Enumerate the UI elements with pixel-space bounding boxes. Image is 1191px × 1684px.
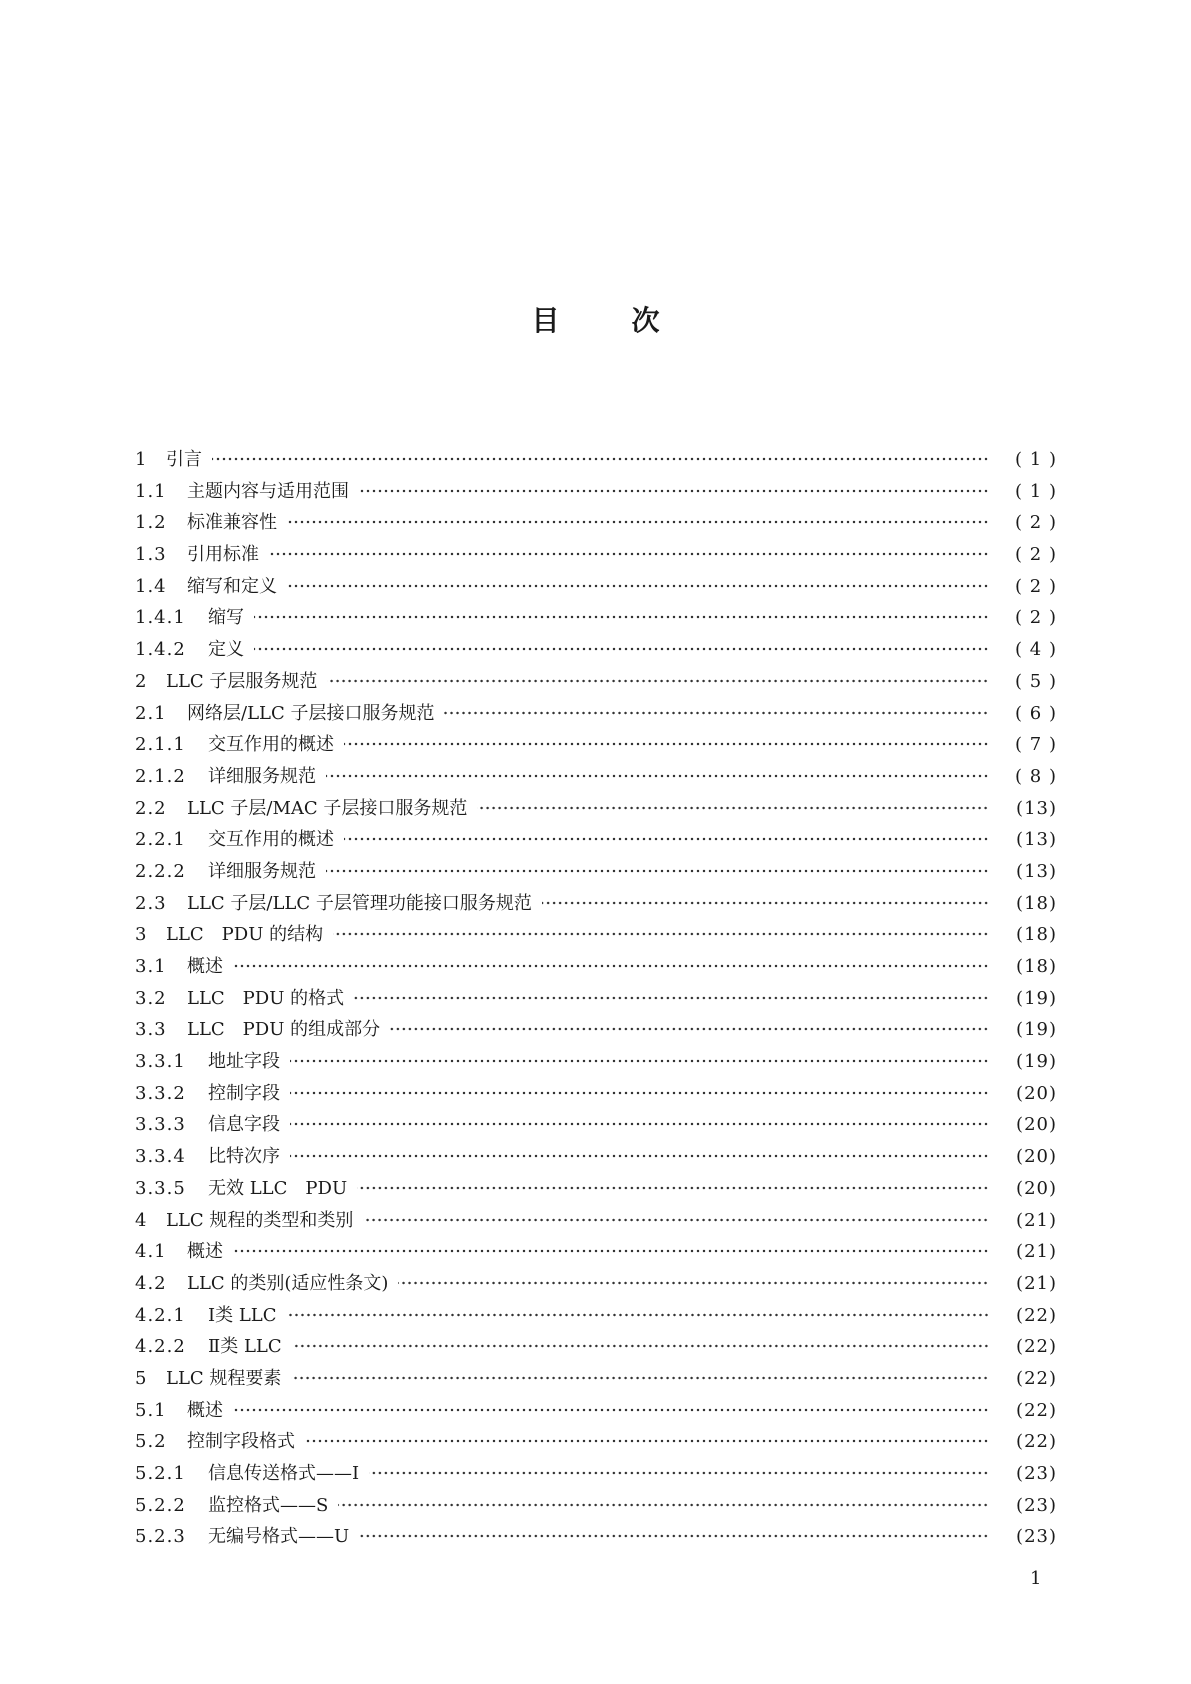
toc-entry-title: LLC PDU 的格式 xyxy=(187,987,345,1009)
toc-entry[interactable] xyxy=(135,1237,1057,1269)
toc-entry-page: (23) xyxy=(1016,1494,1057,1516)
toc-leader-dots xyxy=(326,869,989,873)
toc-entry[interactable] xyxy=(135,1396,1057,1428)
toc-entry-number: 4.2.1 xyxy=(135,1304,186,1326)
toc-entry-number: 2.2.2 xyxy=(135,860,186,882)
toc-entry-number: 3.3.5 xyxy=(135,1177,186,1199)
toc-entry-page: (22) xyxy=(1016,1367,1057,1389)
toc-entry[interactable] xyxy=(135,1332,1057,1364)
toc-leader-dots xyxy=(359,1534,989,1538)
toc-entry-page: ( 2 ) xyxy=(1015,512,1057,534)
toc-entry-title: 概述 xyxy=(187,1241,223,1263)
toc-entry[interactable] xyxy=(135,920,1057,952)
toc-leader-dots xyxy=(290,1059,989,1063)
toc-entry-page: ( 8 ) xyxy=(1015,765,1057,787)
toc-leader-dots xyxy=(233,1249,989,1253)
toc-entry-title: 监控格式——S xyxy=(208,1494,329,1516)
toc-entry[interactable] xyxy=(135,540,1057,572)
toc-entry-number: 3.1 xyxy=(135,956,167,977)
toc-entry-number: 3 xyxy=(135,924,148,946)
toc-entry-page: (21) xyxy=(1016,1209,1057,1231)
toc-entry-title: 主题内容与适用范围 xyxy=(187,480,349,502)
toc-entry-page: ( 5 ) xyxy=(1015,670,1057,692)
toc-entry-title: 网络层/LLC 子层接口服务规范 xyxy=(187,702,435,724)
toc-entry[interactable] xyxy=(135,952,1057,984)
toc-entry-title: 缩写和定义 xyxy=(187,575,277,597)
toc-entry[interactable] xyxy=(135,730,1057,762)
toc-entry[interactable] xyxy=(135,1269,1057,1301)
toc-leader-dots xyxy=(354,996,989,1000)
toc-entry-title: LLC 规程的类型和类别 xyxy=(166,1209,354,1231)
title-char-2: 次 xyxy=(631,303,660,337)
toc-leader-dots xyxy=(233,1408,989,1412)
toc-leader-dots xyxy=(287,1313,989,1317)
toc-entry-page: ( 6 ) xyxy=(1015,702,1057,724)
toc-entry-title: 详细服务规范 xyxy=(208,765,316,787)
toc-entry-page: (18) xyxy=(1016,892,1057,914)
toc-entry-page: (22) xyxy=(1016,1304,1057,1326)
toc-entry-number: 1.1 xyxy=(135,480,167,502)
toc-entry[interactable] xyxy=(135,572,1057,604)
toc-entry[interactable] xyxy=(135,1364,1057,1396)
toc-entry[interactable] xyxy=(135,1522,1057,1554)
toc-entry-number: 1.3 xyxy=(135,544,167,566)
toc-entry[interactable] xyxy=(135,762,1057,794)
toc-entry-page: (13) xyxy=(1016,797,1057,819)
toc-entry-number: 5.2 xyxy=(135,1431,167,1453)
toc-leader-dots xyxy=(269,552,989,556)
toc-leader-dots xyxy=(359,489,989,493)
toc-leader-dots xyxy=(291,1376,989,1380)
toc-entry-title: LLC 规程要素 xyxy=(166,1367,282,1389)
toc-entry[interactable] xyxy=(135,667,1057,699)
toc-entry-page: (22) xyxy=(1016,1336,1057,1358)
toc-entry-title: 交互作用的概述 xyxy=(208,734,334,756)
toc-entry-number: 2.3 xyxy=(135,892,167,914)
toc-leader-dots xyxy=(333,932,989,936)
toc-entry-number: 2.1.1 xyxy=(135,734,186,756)
toc-leader-dots xyxy=(290,1091,989,1095)
toc-entry-page: (19) xyxy=(1016,1019,1057,1041)
toc-entry-page: (18) xyxy=(1016,956,1057,977)
toc-entry-page: ( 1 ) xyxy=(1015,480,1057,502)
toc-leader-dots xyxy=(369,1471,989,1475)
toc-entry[interactable] xyxy=(135,857,1057,889)
toc-leader-dots xyxy=(305,1439,989,1443)
toc-entry-number: 4.1 xyxy=(135,1241,167,1263)
toc-entry-number: 3.2 xyxy=(135,987,167,1009)
toc-leader-dots xyxy=(477,806,989,810)
toc-entry[interactable] xyxy=(135,477,1057,509)
toc-entry-number: 2.1 xyxy=(135,702,167,724)
toc-entry-title: LLC 子层/MAC 子层接口服务规范 xyxy=(187,797,468,819)
toc-leader-dots xyxy=(254,615,989,619)
toc-entry[interactable] xyxy=(135,794,1057,826)
toc-leader-dots xyxy=(344,837,989,841)
toc-entry[interactable] xyxy=(135,1491,1057,1523)
toc-entry[interactable] xyxy=(135,1079,1057,1111)
toc-entry-page: (22) xyxy=(1016,1399,1057,1421)
toc-entry-page: (23) xyxy=(1016,1463,1057,1484)
toc-entry-title: Ⅰ类 LLC xyxy=(208,1304,277,1326)
toc-entry-number: 3.3.3 xyxy=(135,1114,186,1136)
toc-entry-title: 详细服务规范 xyxy=(208,860,316,882)
toc-entry-title: 地址字段 xyxy=(208,1051,280,1073)
toc-entry-title: 标准兼容性 xyxy=(187,512,277,534)
title-char-1: 目 xyxy=(531,303,560,337)
toc-entry[interactable] xyxy=(135,889,1057,921)
toc-entry-number: 4.2.2 xyxy=(135,1336,186,1358)
toc-entry-title: 交互作用的概述 xyxy=(208,829,334,851)
toc-entry-number: 5.2.3 xyxy=(135,1526,186,1548)
toc-entry-page: (19) xyxy=(1016,1051,1057,1073)
toc-entry-number: 3.3.2 xyxy=(135,1082,186,1104)
toc-entry-page: (20) xyxy=(1016,1146,1057,1168)
toc-entry-title: 信息传送格式——I xyxy=(208,1463,360,1484)
toc-entry-title: LLC 的类别(适应性条文) xyxy=(187,1272,389,1294)
toc-leader-dots xyxy=(212,457,989,461)
toc-entry-page: (20) xyxy=(1016,1177,1057,1199)
toc-entry-title: 控制字段 xyxy=(208,1082,280,1104)
toc-leader-dots xyxy=(287,520,989,524)
toc-entry-title: 概述 xyxy=(187,1399,223,1421)
toc-entry-number: 1.2 xyxy=(135,512,167,534)
toc-entry-page: ( 7 ) xyxy=(1015,734,1057,756)
toc-entry-number: 1.4 xyxy=(135,575,167,597)
toc-entry-number: 3.3.4 xyxy=(135,1146,186,1168)
toc-entry-number: 4.2 xyxy=(135,1272,167,1294)
toc-leader-dots xyxy=(290,1154,989,1158)
toc-entry-title: 比特次序 xyxy=(208,1146,280,1168)
toc-entry-title: LLC 子层服务规范 xyxy=(166,670,318,692)
toc-entry[interactable] xyxy=(135,603,1057,635)
toc-entry-page: ( 1 ) xyxy=(1015,449,1057,470)
toc-entry-title: LLC 子层/LLC 子层管理功能接口服务规范 xyxy=(187,892,532,914)
toc-entry-page: (22) xyxy=(1016,1431,1057,1453)
toc-entry-page: (19) xyxy=(1016,987,1057,1009)
toc-leader-dots xyxy=(357,1186,989,1190)
toc-entry-title: 概述 xyxy=(187,956,223,977)
toc-entry[interactable] xyxy=(135,1427,1057,1459)
toc-entry-title: 无编号格式——U xyxy=(208,1526,350,1548)
toc-entry[interactable] xyxy=(135,1459,1057,1491)
toc-entry-number: 2 xyxy=(135,670,148,692)
toc-entry-page: (21) xyxy=(1016,1241,1057,1263)
toc-entry[interactable] xyxy=(135,1047,1057,1079)
toc-entry-number: 3.3.1 xyxy=(135,1051,186,1073)
toc-entry-page: ( 2 ) xyxy=(1015,607,1057,629)
toc-entry[interactable] xyxy=(135,508,1057,540)
toc-entry-title: LLC PDU 的结构 xyxy=(166,924,324,946)
toc-leader-dots xyxy=(327,679,989,683)
toc-entry[interactable] xyxy=(135,1206,1057,1238)
toc-entry[interactable] xyxy=(135,1174,1057,1206)
toc-leader-dots xyxy=(390,1027,989,1031)
toc-entry-page: ( 4 ) xyxy=(1015,639,1057,661)
toc-entry-title: 控制字段格式 xyxy=(187,1431,295,1453)
toc-entry[interactable] xyxy=(135,445,1057,477)
toc-entry-page: (20) xyxy=(1016,1082,1057,1104)
page-number: 1 xyxy=(1030,1568,1042,1589)
toc-leader-dots xyxy=(344,742,989,746)
toc-leader-dots xyxy=(363,1218,989,1222)
toc-entry-title: 缩写 xyxy=(208,607,244,629)
toc-entry-number: 2.2 xyxy=(135,797,167,819)
toc-entry[interactable] xyxy=(135,1301,1057,1333)
toc-entry-title: 定义 xyxy=(208,639,244,661)
toc-entry[interactable] xyxy=(135,1015,1057,1047)
toc-leader-dots xyxy=(290,1122,989,1126)
toc-entry[interactable] xyxy=(135,984,1057,1016)
toc-entry-title: LLC PDU 的组成部分 xyxy=(187,1019,381,1041)
toc-entry-title: 引用标准 xyxy=(187,544,259,566)
toc-leader-dots xyxy=(233,964,989,968)
toc-entry-number: 1.4.1 xyxy=(135,607,186,629)
toc-leader-dots xyxy=(287,584,989,588)
toc-entry-number: 4 xyxy=(135,1209,148,1231)
toc-leader-dots xyxy=(326,774,989,778)
page-title xyxy=(0,299,1191,339)
toc-entry-page: (23) xyxy=(1016,1526,1057,1548)
toc-entry-page: ( 2 ) xyxy=(1015,544,1057,566)
toc-entry-number: 1 xyxy=(135,449,148,470)
toc-entry[interactable] xyxy=(135,825,1057,857)
toc-entry[interactable] xyxy=(135,1110,1057,1142)
table-of-contents xyxy=(135,445,1057,1554)
toc-entry-number: 5 xyxy=(135,1367,148,1389)
toc-entry-title: 无效 LLC PDU xyxy=(208,1177,348,1199)
toc-entry[interactable] xyxy=(135,1142,1057,1174)
toc-entry-number: 2.2.1 xyxy=(135,829,186,851)
toc-leader-dots xyxy=(444,711,989,715)
toc-entry-page: (13) xyxy=(1016,860,1057,882)
toc-entry[interactable] xyxy=(135,699,1057,731)
toc-leader-dots xyxy=(292,1344,989,1348)
toc-entry-number: 5.2.1 xyxy=(135,1463,186,1484)
toc-entry-number: 5.1 xyxy=(135,1399,167,1421)
toc-entry-number: 5.2.2 xyxy=(135,1494,186,1516)
toc-entry-number: 3.3 xyxy=(135,1019,167,1041)
toc-entry-page: (21) xyxy=(1016,1272,1057,1294)
toc-entry-title: 引言 xyxy=(166,449,202,470)
toc-entry-number: 1.4.2 xyxy=(135,639,186,661)
toc-entry-page: (20) xyxy=(1016,1114,1057,1136)
toc-entry-title: Ⅱ类 LLC xyxy=(208,1336,282,1358)
toc-entry-number: 2.1.2 xyxy=(135,765,186,787)
toc-entry-title: 信息字段 xyxy=(208,1114,280,1136)
toc-leader-dots xyxy=(398,1281,989,1285)
toc-entry[interactable] xyxy=(135,635,1057,667)
toc-entry-page: ( 2 ) xyxy=(1015,575,1057,597)
toc-entry-page: (13) xyxy=(1016,829,1057,851)
toc-entry-page: (18) xyxy=(1016,924,1057,946)
toc-leader-dots xyxy=(542,901,989,905)
toc-leader-dots xyxy=(338,1503,989,1507)
toc-leader-dots xyxy=(254,647,989,651)
